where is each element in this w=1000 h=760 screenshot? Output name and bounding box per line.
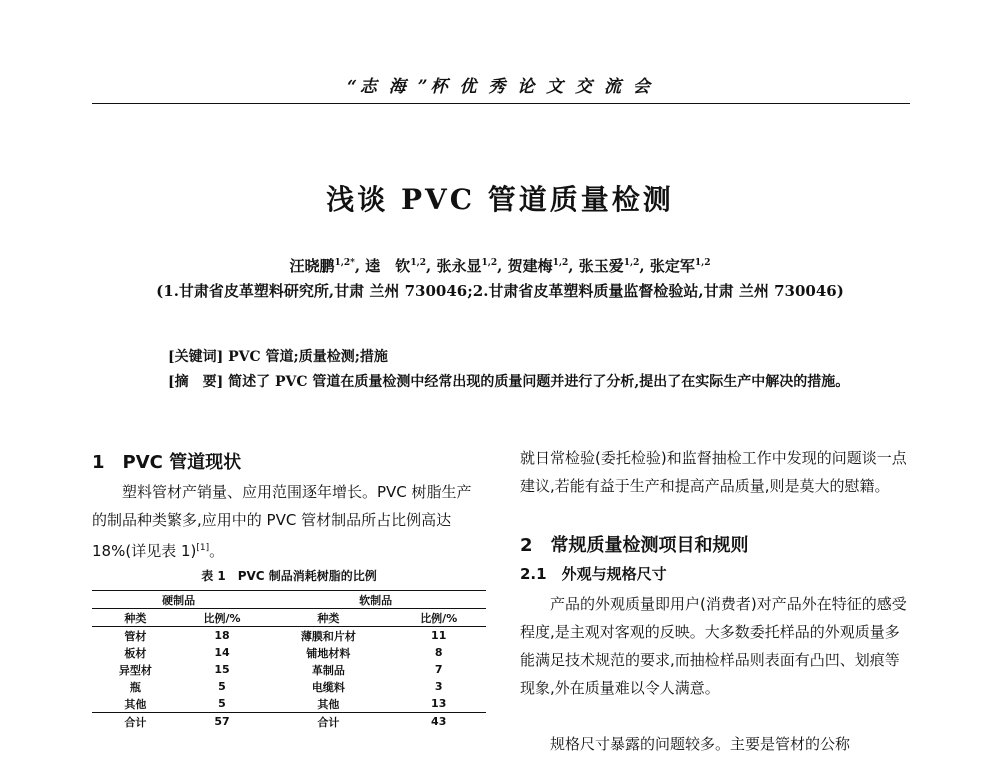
table-cell: 5 xyxy=(218,680,226,693)
table-row xyxy=(92,627,486,645)
affiliation: (1.甘肃省皮革塑料研究所,甘肃 兰州 730046;2.甘肃省皮革塑料质量监督检验站,甘肃 兰州 730046) xyxy=(156,282,844,300)
author-name: 逵 钦 xyxy=(365,257,411,275)
paper-title: 浅谈 PVC 管道质量检测 xyxy=(326,183,674,216)
table-row xyxy=(92,644,486,661)
running-header: “志 海 ”杯 优 秀 论 文 交 流 会 xyxy=(347,77,653,97)
author-name: 张定军 xyxy=(649,257,695,275)
section-1-paragraph xyxy=(92,478,486,565)
table-cell: 瓶 xyxy=(129,680,141,694)
table-cell: 薄膜和片材 xyxy=(300,629,356,643)
table-header-row xyxy=(92,609,486,627)
table-cell: 铺地材料 xyxy=(306,646,351,660)
author-mark: 1,2 xyxy=(481,258,498,268)
table-cell: 11 xyxy=(431,629,447,642)
header-rule xyxy=(92,103,910,104)
abstract: [摘 要] 简述了 PVC 管道在质量检测中经常出现的质量问题并进行了分析,提出了在实际生产中解决的措施。 xyxy=(168,374,850,390)
table-cell: 其他 xyxy=(124,697,147,711)
table-cell: 管材 xyxy=(124,629,147,643)
author-name: 张永显 xyxy=(436,257,482,275)
table-cell: 革制品 xyxy=(311,663,345,677)
table-cell: 其他 xyxy=(317,697,340,711)
table-row xyxy=(92,695,486,713)
author-mark: 1,2* xyxy=(334,258,355,268)
author-mark: 1,2 xyxy=(552,258,569,268)
table-1 xyxy=(92,590,486,730)
table-row xyxy=(92,678,486,695)
author-list: 汪晓鹏$^{1,2*}$, 逵 钦$^{1,2}$, 张永显$^{1,2}$, 贺建梅$^{1,2}$, 张玉爱$^{1,2}$, 张定军$^{1,2}$ xyxy=(289,257,711,275)
subsection-2-1-paragraph-2: 规格尺寸暴露的问题较多。主要是管材的公称 xyxy=(550,735,851,753)
author-name: 张玉爱 xyxy=(578,257,624,275)
author-name: 汪晓鹏 xyxy=(289,257,335,275)
column-header: 比例/% xyxy=(391,609,486,627)
section-1-text: 塑料管材产销量、应用范围逐年增长。PVC 树脂生产的制品种类繁多,应用中的 PVC 管材制品所占比例高达 18%(详见表 1) xyxy=(92,483,472,560)
section-1-text-end: 。 xyxy=(209,542,225,560)
table-cell: 7 xyxy=(434,663,443,676)
author-name: 贺建梅 xyxy=(507,257,553,275)
table-cell: 15 xyxy=(214,663,230,676)
section-2-heading: 2 常规质量检测项目和规则 xyxy=(520,535,749,556)
author-mark: 1,2 xyxy=(694,258,711,268)
continuation-paragraph: 就日常检验(委托检验)和监督抽检工作中发现的问题谈一点建议,若能有益于生产和提高产品质量,则是莫大的慰籍。 xyxy=(520,449,907,495)
section-1-heading: 1 PVC 管道现状 xyxy=(92,452,242,473)
table-cell: 3 xyxy=(434,680,443,693)
table-caption: 表 1 PVC 制品消耗树脂的比例 xyxy=(201,569,377,583)
group-hard-label: 硬制品 xyxy=(92,591,265,609)
table-total-row xyxy=(92,713,486,731)
table-group-row xyxy=(92,591,486,609)
table-row xyxy=(92,661,486,678)
table-cell: 8 xyxy=(434,646,443,659)
column-header: 种类 xyxy=(92,609,179,627)
group-soft-label: 软制品 xyxy=(265,591,486,609)
table-cell: 异型材 xyxy=(118,663,152,677)
author-mark: 1,2 xyxy=(410,258,426,268)
column-header: 比例/% xyxy=(179,609,266,627)
citation-ref: [1] xyxy=(196,543,210,553)
table-cell: 合计 xyxy=(92,713,179,731)
table-cell: 电缆料 xyxy=(311,680,345,694)
table-cell: 合计 xyxy=(265,713,391,731)
table-cell: 5 xyxy=(218,697,226,710)
table-cell: 13 xyxy=(431,697,447,710)
table-cell: 57 xyxy=(179,713,266,731)
table-cell: 板材 xyxy=(124,646,147,660)
subsection-2-1-heading: 2.1 外观与规格尺寸 xyxy=(520,565,667,583)
keywords: [关键词] PVC 管道;质量检测;措施 xyxy=(168,349,388,365)
subsection-2-1-paragraph: 产品的外观质量即用户(消费者)对产品外在特征的感受程度,是主观对客观的反映。大多数委托样品的外观质量多能满足技术规范的要求,而抽检样品则表面有凸凹、划痕等现象,外在质量难以令人满意。 xyxy=(520,595,907,697)
author-mark: 1,2 xyxy=(623,258,640,268)
table-cell: 14 xyxy=(214,646,230,659)
column-header: 种类 xyxy=(265,609,391,627)
table-cell: 18 xyxy=(214,629,230,642)
table-cell: 43 xyxy=(391,713,486,731)
